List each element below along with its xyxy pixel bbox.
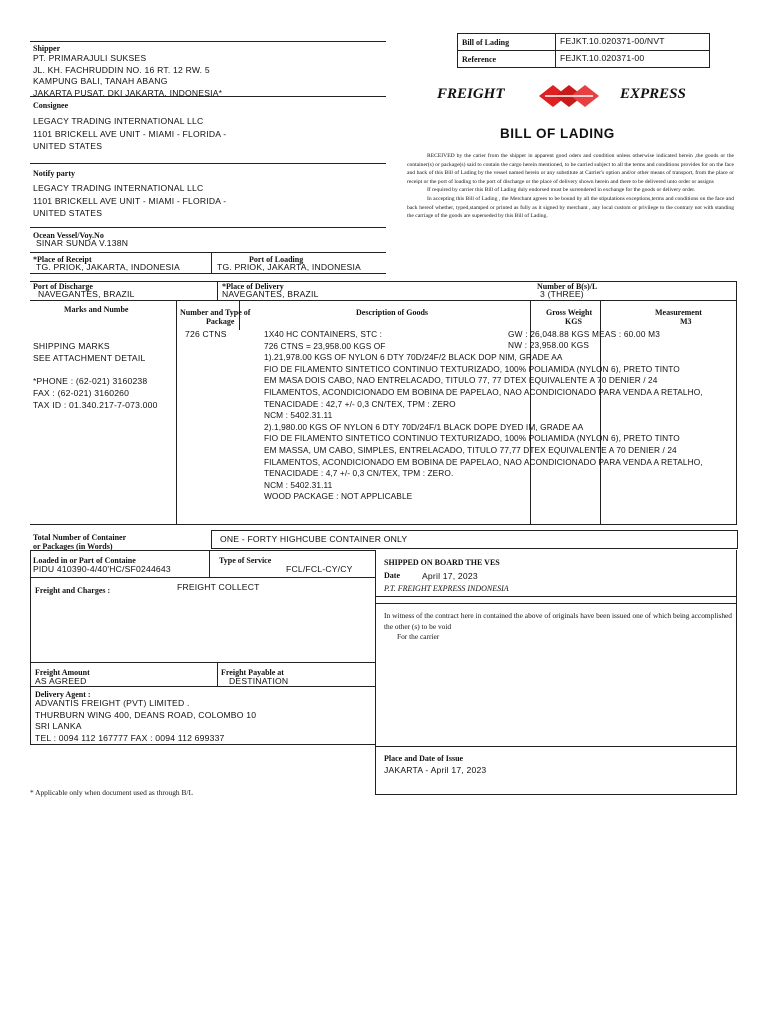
description-line: EM MASA DOIS CABO, NAO ENTRELACADO, TITULO 77, 77 DTEX EQUIVALENTE A 70 DENIER / 24 [264, 375, 658, 386]
marks-line: SEE ATTACHMENT DETAIL [33, 352, 146, 363]
consignee-label: Consignee [33, 101, 69, 110]
packages-header-1: Number and Type of [180, 308, 251, 317]
net-weight: NW : 23,958.00 KGS [508, 340, 590, 350]
freight-amount-label: Freight Amount [35, 668, 90, 677]
packages-value: 726 CTNS [185, 329, 227, 339]
shipper-label: Shipper [33, 44, 61, 53]
goods-description [264, 329, 703, 503]
notify-line: 1101 BRICKELL AVE UNIT - MIAMI - FLORIDA - [33, 195, 227, 206]
loaded-in-label: Loaded in or Part of Containe [33, 556, 136, 565]
delivery-place-label: *Place of Delivery [222, 282, 284, 291]
total-containers-label-1: Total Number of Container [33, 533, 127, 542]
description-line: FIO DE FILAMENTO SINTETICO CONTINUO TEXTURIZADO, 100% POLIAMIDA (NYLON 6), PRETO TINTO [264, 433, 680, 444]
gross-weight-measure: GW : 26,048.88 KGS MEAS : 60.00 M3 [508, 329, 661, 339]
measurement-header-1: Measurement [655, 308, 702, 317]
footnote: * Applicable only when document used as through B/L [30, 788, 193, 797]
agent-line: TEL : 0094 112 167777 FAX : 0094 112 699337 [35, 733, 225, 744]
logo-text-freight: FREIGHT [437, 86, 505, 102]
marks-line: TAX ID : 01.340.217-7-073.000 [33, 399, 158, 410]
description-line: NCM : 5402.31.11 [264, 479, 333, 490]
loaded-in-value: PIDU 410390-4/40'HC/SF0244643 [33, 564, 171, 574]
shipper-line: KAMPUNG BALI, TANAH ABANG [33, 76, 168, 86]
description-line: 1).21,978.00 KGS OF NYLON 6 DTY 70D/24F/2 BLACK DOP NIM, GRADE AA [264, 352, 563, 363]
freight-charges-value: FREIGHT COLLECT [177, 582, 260, 592]
delivery-place-value: NAVEGANTES, BRAZIL [222, 289, 319, 299]
description-line: FIO DE FILAMENTO SINTETICO CONTINUO TEXTURIZADO, 100% POLIAMIDA (NYLON 6), PRETO TINTO [264, 363, 680, 374]
description-line: EM MASSA, UM CABO, SIMPLES, ENTRELACADO, TITULO 77,77 DTEX EQUIVALENTE A 70 DENIER / 24 [264, 444, 677, 455]
agent-line: ADVANTIS FREIGHT (PVT) LIMITED . [35, 698, 190, 708]
document-title: BILL OF LADING [500, 126, 615, 141]
freight-amount-value: AS AGREED [35, 676, 87, 686]
packages-header-2: Package [206, 317, 235, 326]
description-line: NCM : 5402.31.11 [264, 410, 333, 421]
shipped-date-value: April 17, 2023 [422, 571, 478, 581]
bl-label: Bill of Lading [462, 38, 510, 47]
gross-weight-header-1: Gross Weight [546, 308, 593, 317]
shipped-company: P.T. FREIGHT EXPRESS INDONESIA [384, 584, 509, 593]
issue-label: Place and Date of Issue [384, 754, 464, 763]
marks-header: Marks and Numbe [64, 305, 129, 314]
description-line: TENACIDADE : 4,7 +/- 0,3 CN/TEX, TPM : ZERO. [264, 468, 454, 479]
terms-paragraph: In accepting this Bill of Lading , the Merchant agrees to be bound by all the stipulations exceptions,terms and conditions on the face and back hereof whether, typed,stamped or printed as fully as it signed by merchant , any local custom or privilege to the contrary not with standing the carriage of the goods are superseded by this Bill of Lading. [407, 195, 734, 220]
consignee-line: UNITED STATES [33, 141, 103, 151]
total-containers-label-2: or Packages (in Words) [33, 542, 113, 551]
description-line: 1X40 HC CONTAINERS, STC : [264, 329, 383, 339]
bl-number: FEJKT.10.020371-00/NVT [560, 36, 665, 46]
num-bl-value: 3 (THREE) [540, 289, 584, 299]
shipper-line: JAKARTA PUSAT, DKI JAKARTA, INDONESIA* [33, 87, 223, 98]
for-carrier: For the carrier [397, 632, 440, 641]
service-label: Type of Service [219, 556, 272, 565]
description-line: 726 CTNS = 23,958.00 KGS OF [264, 340, 386, 351]
freight-charges-label: Freight and Charges : [35, 586, 111, 595]
description-line: TENACIDADE : 42,7 +/- 0,3 CN/TEX, TPM : ZERO [264, 398, 456, 409]
notify-line: LEGACY TRADING INTERNATIONAL LLC [33, 183, 204, 193]
delivery-agent-label: Delivery Agent : [35, 690, 91, 699]
shipper-line: PT. PRIMARAJULI SUKSES [33, 53, 147, 63]
freight-payable-label: Freight Payable at [221, 668, 284, 677]
notify-line: UNITED STATES [33, 208, 103, 218]
description-line: FILAMENTOS, ACONDICIONADO EM BOBINA DE PAPELAO, NAO ACONDICIONADO PARA VENDA A RETALHO, [264, 386, 703, 397]
shipper-line: JL. KH. FACHRUDDIN NO. 16 RT. 12 RW. 5 [33, 64, 210, 75]
agent-line: THURBURN WING 400, DEANS ROAD, COLOMBO 10 [35, 709, 257, 720]
description-line: 2).1,980.00 KGS OF NYLON 6 DTY 70D/24F/1 BLACK DOPE DYED IM, GRADE AA [264, 421, 584, 432]
consignee-line: 1101 BRICKELL AVE UNIT - MIAMI - FLORIDA - [33, 128, 227, 139]
shipped-date-label: Date [384, 571, 400, 580]
loading-value: TG. PRIOK, JAKARTA, INDONESIA [217, 262, 361, 272]
notify-label: Notify party [33, 169, 75, 178]
reference-label: Reference [462, 55, 497, 64]
shipped-on-board-label: SHIPPED ON BOARD THE VES [384, 558, 500, 567]
loading-label: Port of Loading [249, 255, 304, 264]
gross-weight-header-2: KGS [565, 317, 582, 326]
measurement-header-2: M3 [680, 317, 692, 326]
reference-number: FEJKT.10.020371-00 [560, 53, 645, 63]
terms-paragraph: If required by carrier this Bill of Lading duly endorsed must be surrendered in exchange for the goods or delivery order. [427, 187, 696, 194]
marks-line: *PHONE : (62-021) 3160238 [33, 376, 148, 387]
description-line: FILAMENTOS, ACONDICIONADO EM BOBINA DE PAPELAO, NAO ACONDICIONADO PARA VENDA A RETALHO, [264, 456, 703, 467]
notify-address [33, 182, 226, 220]
consignee-address [33, 115, 226, 153]
discharge-label: Port of Discharge [33, 282, 93, 291]
marks-line [33, 365, 158, 377]
receipt-label: *Place of Receipt [33, 255, 92, 264]
consignee-line: LEGACY TRADING INTERNATIONAL LLC [33, 116, 204, 126]
marks-line: FAX : (62-021) 3160260 [33, 388, 130, 399]
discharge-value: NAVEGANTES, BRAZIL [38, 289, 135, 299]
vessel-label: Ocean Vessel/Voy.No [33, 231, 104, 240]
vessel-value: SINAR SUNDA V.138N [36, 238, 129, 248]
company-logo-icon [537, 83, 601, 109]
terms-and-conditions [407, 152, 734, 221]
shipping-marks [33, 341, 158, 412]
total-containers-value: ONE - FORTY HIGHCUBE CONTAINER ONLY [220, 534, 408, 544]
marks-line: SHIPPING MARKS [33, 341, 110, 351]
description-header: Description of Goods [356, 308, 428, 317]
logo-text-express: EXPRESS [620, 86, 686, 102]
service-value: FCL/FCL-CY/CY [286, 564, 353, 574]
issue-value: JAKARTA - April 17, 2023 [384, 765, 487, 775]
agent-line: SRI LANKA [35, 721, 82, 732]
terms-paragraph: RECEIVED by the carier from the shipper in apparent good oders and condition unless otherwise indicated herein ,the goods or the container(s) or package(s) said to contain the cargo herein mentioned, to be carried subject to all the terms and conditions provides for on the face and back of this Bill of Lading by the vessel named herein or any substitute at Carrier's option and/or other means of transport, from the place or receipt or the port of loading to the port of discharge or the place of delivery shown herein and there to be delivered unto order or assigns [407, 153, 734, 185]
freight-payable-value: DESTINATION [229, 676, 289, 686]
num-bl-label: Number of B(s)/L [537, 282, 598, 291]
description-line: WOOD PACKAGE : NOT APPLICABLE [264, 491, 413, 502]
witness-text: In witness of the contract here in contained the above of originals have been issued one of which being accomplished the other (s) to be void [384, 611, 732, 631]
delivery-agent-address [35, 698, 256, 745]
shipper-address [33, 53, 222, 99]
receipt-value: TG. PRIOK, JAKARTA, INDONESIA [36, 262, 180, 272]
